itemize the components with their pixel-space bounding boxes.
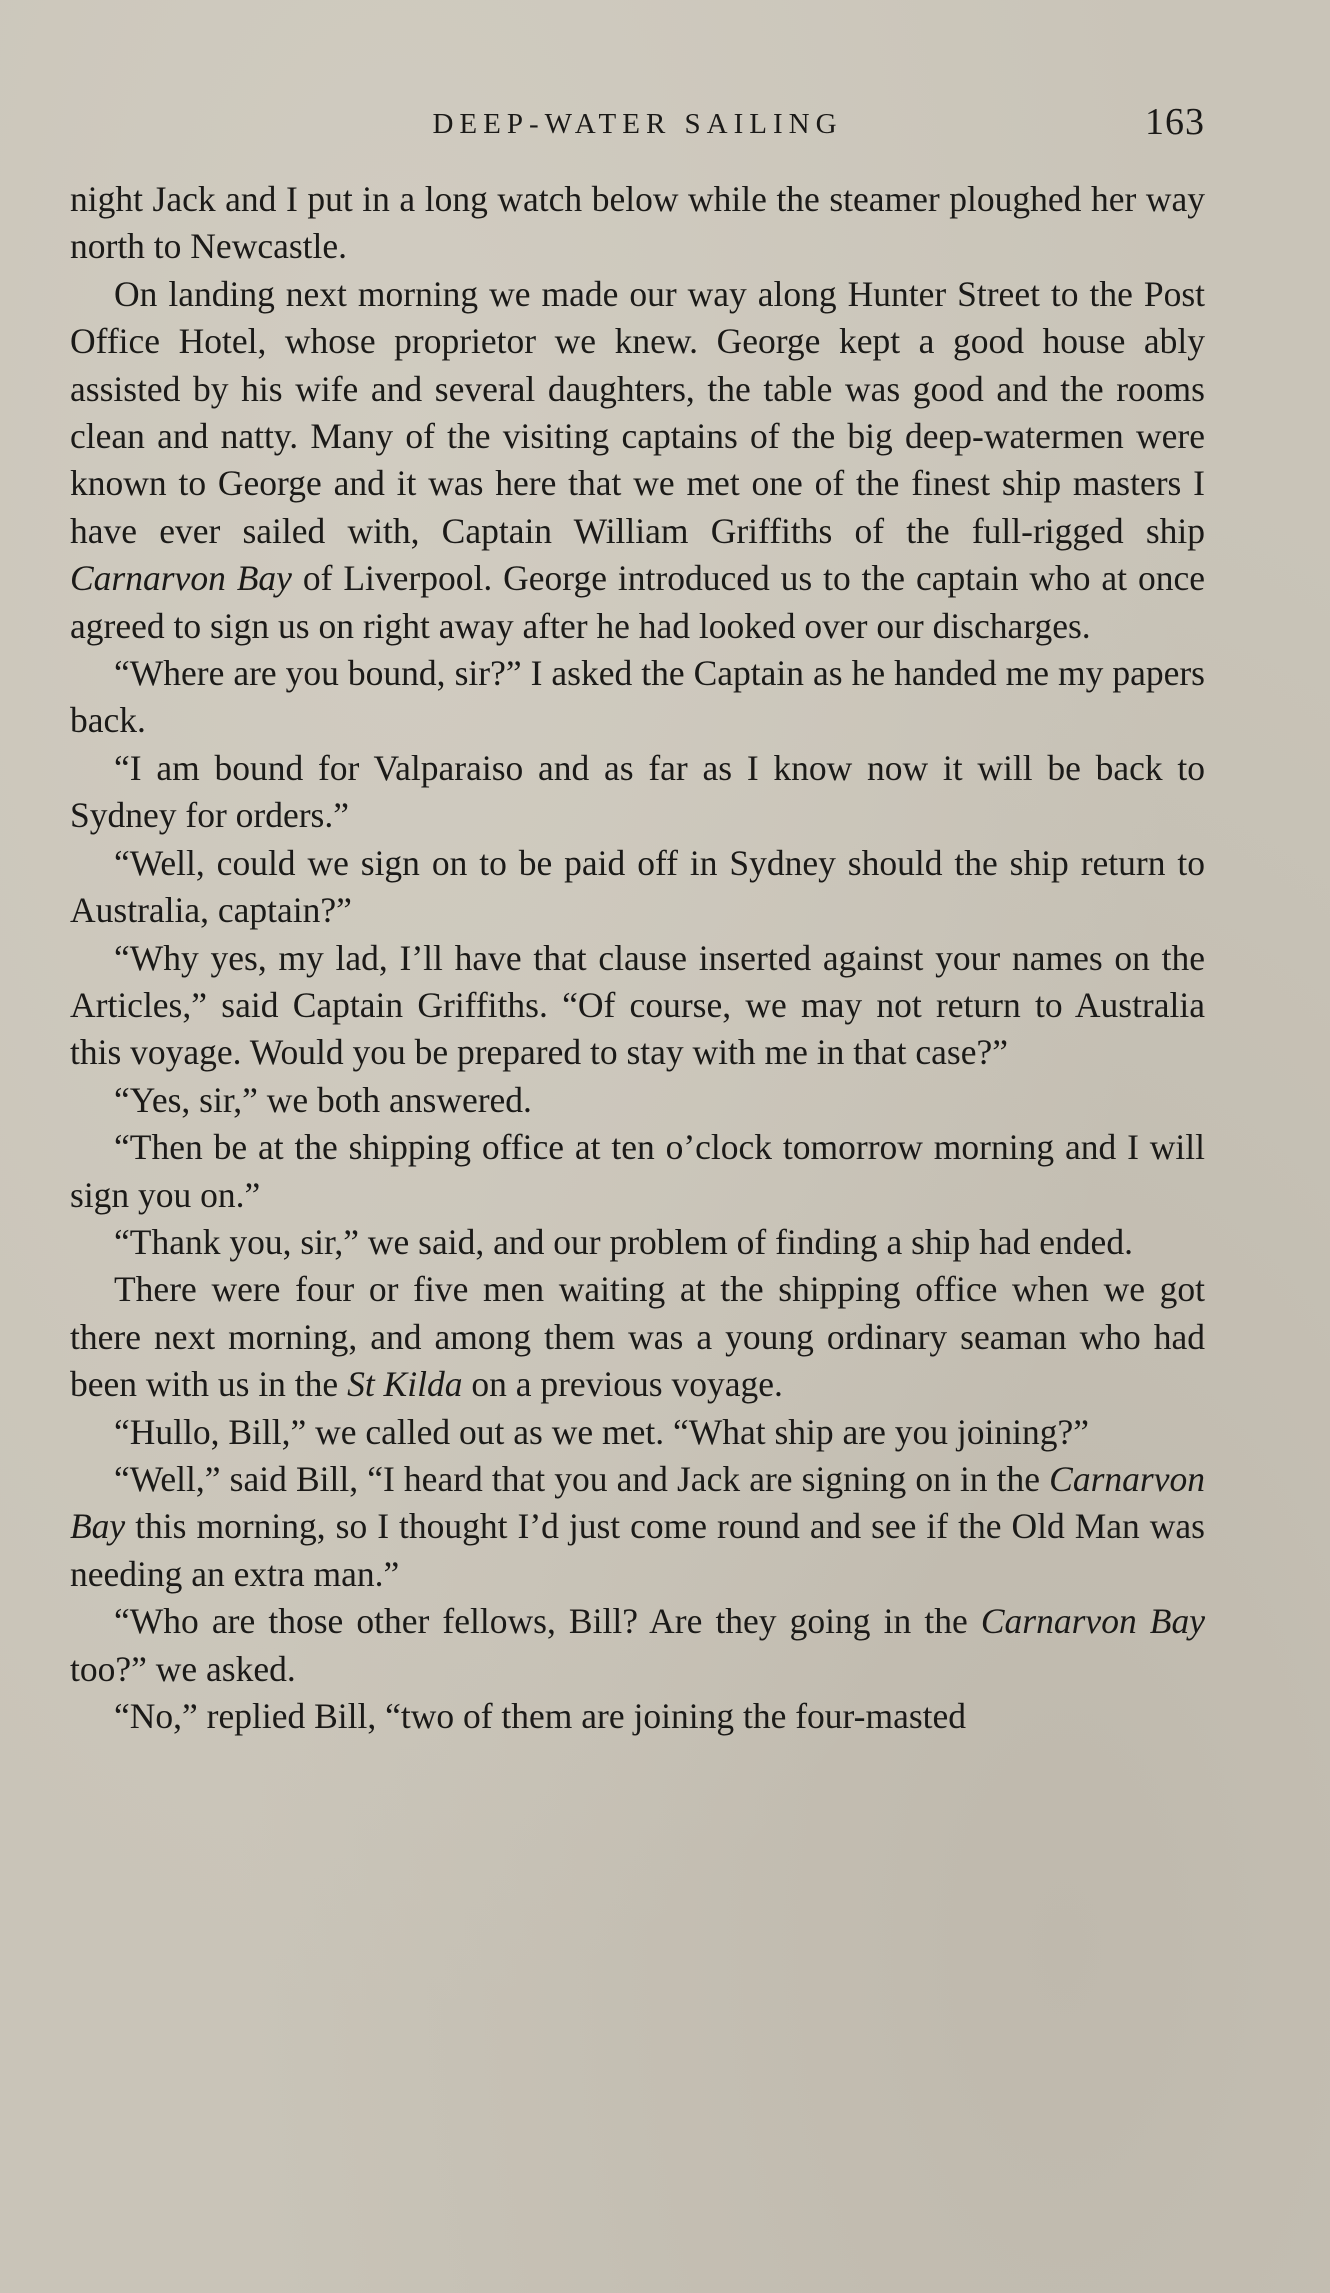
- running-head: DEEP-WATER SAILING: [432, 108, 843, 140]
- paragraph: [70, 176, 1205, 271]
- page-number: 163: [1145, 101, 1205, 143]
- paragraph: [70, 840, 1205, 935]
- text-run: “Then be at the shipping office at ten o’clock tomorrow morning and I will sign you on.”: [70, 1127, 1205, 1215]
- text-run: “No,” replied Bill, “two of them are joining the four-masted: [114, 1696, 967, 1736]
- paragraph: [70, 1219, 1205, 1266]
- text-run: “Thank you, sir,” we said, and our problem of finding a ship had ended.: [114, 1221, 1133, 1262]
- paragraph: [70, 1598, 1205, 1693]
- paragraph: [70, 1077, 1205, 1124]
- text-run: this morning, so I thought I’d just come round and see if the Old Man was needing an extra man.”: [70, 1506, 1205, 1594]
- body-text: [70, 176, 1205, 1740]
- ship-name: Carnarvon Bay: [980, 1601, 1205, 1642]
- text-run: night Jack and I put in a long watch below while the steamer ploughed her way north to Newcastle.: [70, 179, 1205, 267]
- text-run: of Liverpool. George introduced us to the captain who at once agreed to sign us on right away after he had looked over our discharges.: [70, 558, 1205, 646]
- text-run: “Why yes, my lad, I’ll have that clause inserted against your names on the Articles,” said Captain Griffiths. “Of course, we may not return to Australia this voyage. Would you be prepared to stay with me in that case?”: [70, 937, 1205, 1073]
- paragraph: [70, 1409, 1205, 1456]
- text-run: “I am bound for Valparaiso and as far as I know now it will be back to Sydney for orders.”: [70, 747, 1205, 836]
- text-run: “Hullo, Bill,” we called out as we met. “What ship are you joining?”: [114, 1411, 1089, 1452]
- paragraph: [70, 1456, 1205, 1598]
- paragraph: [70, 1266, 1205, 1408]
- paragraph: [70, 650, 1205, 745]
- paragraph: [70, 935, 1205, 1077]
- text-run: On landing next morning we made our way along Hunter Street to the Post Office Hotel, whose proprietor we knew. George kept a good house ably assisted by his wife and several daughters, the table was good and the rooms clean and natty. Many of the visiting captains of the big deep-watermen were known to George and it was here that we met one of the finest ship masters I have ever sailed with, Captain William Griffiths of the full-rigged ship: [70, 273, 1205, 551]
- page-header: [70, 98, 1205, 158]
- text-run: “Who are those other fellows, Bill? Are they going in the: [114, 1601, 981, 1642]
- paragraph: [70, 1124, 1205, 1219]
- paragraph: [70, 1693, 1205, 1740]
- text-run: too?” we asked.: [70, 1648, 296, 1689]
- text-run: There were four or five men waiting at the shipping office when we got there next morning, and among them was a young ordinary seaman who had been with us in the: [70, 1269, 1205, 1405]
- text-run: “Well,” said Bill, “I heard that you and Jack are signing on in the: [114, 1458, 1050, 1499]
- ship-name: Carnarvon Bay: [70, 558, 292, 599]
- text-run: “Yes, sir,” we both answered.: [114, 1079, 532, 1120]
- ship-name: St Kilda: [347, 1364, 463, 1405]
- paragraph: [70, 745, 1205, 840]
- text-run: “Well, could we sign on to be paid off in Sydney should the ship return to Australia, captain?”: [70, 842, 1205, 931]
- text-run: “Where are you bound, sir?” I asked the Captain as he handed me my papers back.: [70, 653, 1205, 741]
- text-run: on a previous voyage.: [462, 1364, 783, 1405]
- ship-name: Carnarvon Bay: [70, 1458, 1205, 1547]
- paragraph: [70, 271, 1205, 650]
